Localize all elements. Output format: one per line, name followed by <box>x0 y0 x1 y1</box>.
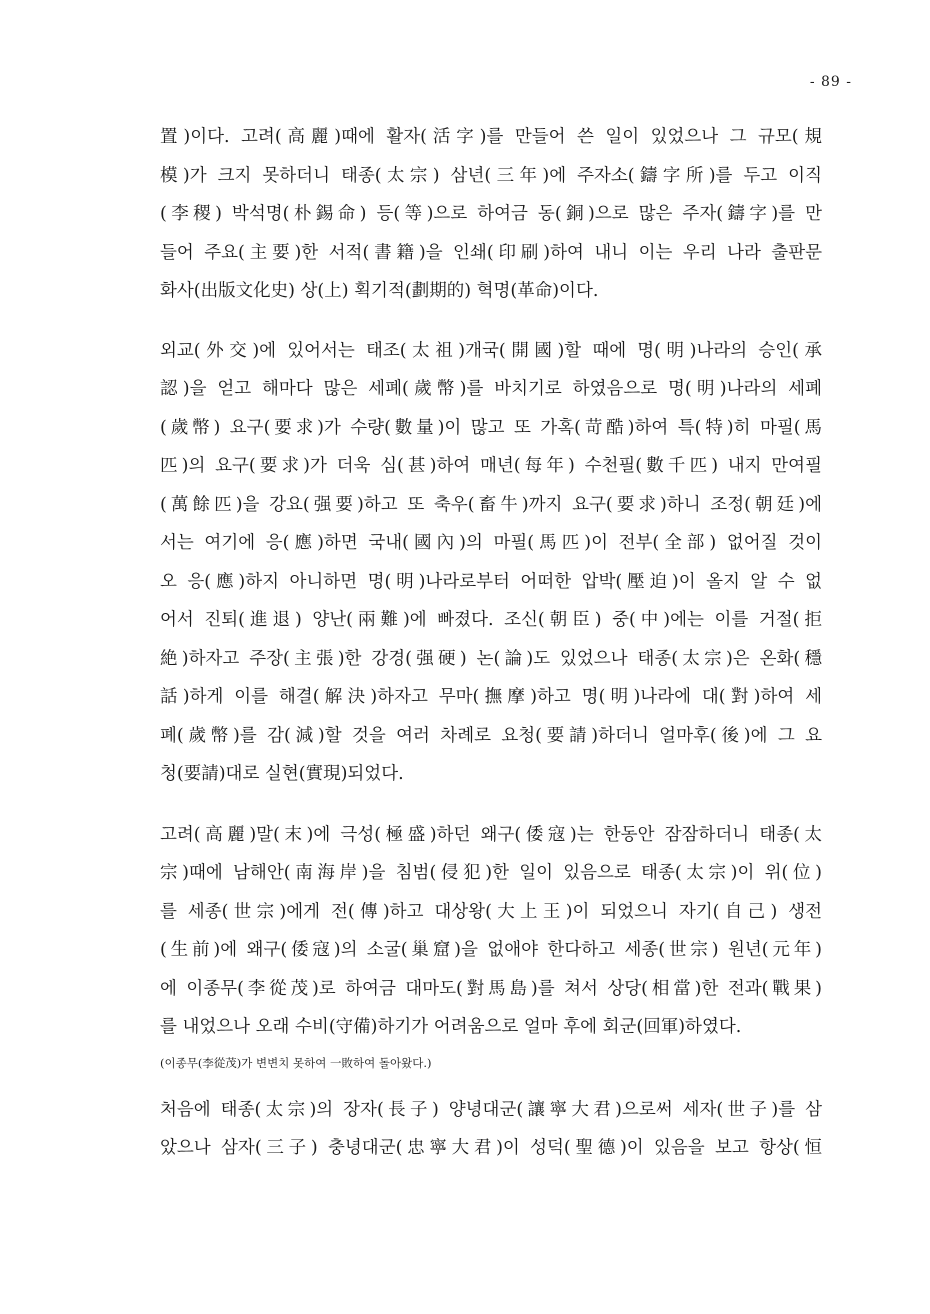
text-line: (李稷) 박석명(朴錫命) 등(等)으로 하여금 동(銅)으로 많은 주자(鑄字)를 만 <box>160 204 822 224</box>
text-line: 絶)하자고 주장(主張)한 강경(强硬) 논(論)도 있었으나 태종(太宗)은 온화(穩 <box>160 648 822 669</box>
document-body <box>160 118 822 1190</box>
text-line: 에 이종무(李從茂)로 하여금 대마도(對馬島)를 쳐서 상당(相當)한 전과(戰果) <box>160 978 822 999</box>
text-line: 외교(外交)에 있어서는 태조(太祖)개국(開國)할 때에 명(明)나라의 승인(承 <box>160 340 822 361</box>
text-line: 서는 여기에 응(應)하면 국내(國內)의 마필(馬匹)이 전부(全部) 없어질 것이 <box>160 533 822 553</box>
footnote: (이종무(李從茂)가 변변치 못하여 一敗하여 돌아왔다.) <box>160 1055 432 1070</box>
text-line: 들어 주요(主要)한 서적(書籍)을 인쇄(印刷)하여 내니 이는 우리 나라 출판문 <box>160 242 822 263</box>
text-line: 청(要請)대로 실현(實現)되었다. <box>160 764 404 784</box>
paragraph-crown-prince <box>160 1091 822 1168</box>
text-line: 匹)의 요구(要求)가 더욱 심(甚)하여 매년(每年) 수천필(數千匹) 내지 만여필 <box>160 456 822 476</box>
paragraph-printing <box>160 118 822 311</box>
text-line: 를 내었으나 오래 수비(守備)하기가 어려움으로 얼마 후에 회군(回軍)하였다. <box>160 1017 742 1037</box>
text-line: (萬餘匹)을 강요(强要)하고 또 축우(畜牛)까지 요구(要求)하니 조정(朝廷)에 <box>160 494 822 515</box>
text-line: 置)이다. 고려(高麗)때에 활자(活字)를 만들어 쓴 일이 있었으나 그 규모(規 <box>160 127 822 147</box>
page-number: - 89 - <box>809 74 852 90</box>
text-line: (歲幣) 요구(要求)가 수량(數量)이 많고 또 가혹(苛酷)하여 특(特)히 마필(馬 <box>160 417 822 438</box>
text-line: 認)을 얻고 해마다 많은 세폐(歲幣)를 바치기로 하였음으로 명(明)나라의 세폐 <box>160 379 822 399</box>
text-line: 처음에 태종(太宗)의 장자(長子) 양녕대군(讓寧大君)으로써 세자(世子)를 삼 <box>160 1099 822 1120</box>
paragraph-japanese-pirates <box>160 816 822 1047</box>
text-line: 宗)때에 남해안(南海岸)을 침범(侵犯)한 일이 있음으로 태종(太宗)이 위(位) <box>160 863 822 883</box>
paragraph-diplomacy <box>160 332 822 794</box>
text-line: 어서 진퇴(進退) 양난(兩難)에 빠졌다. 조신(朝臣) 중(中)에는 이를 거절(拒 <box>160 610 822 630</box>
text-line: 화사(出版文化史) 상(上) 획기적(劃期的) 혁명(革命)이다. <box>160 281 599 301</box>
text-line: 를 세종(世宗)에게 전(傳)하고 대상왕(大上王)이 되었으니 자기(自己) 생전 <box>160 901 822 922</box>
text-line: 模)가 크지 못하더니 태종(太宗) 삼년(三年)에 주자소(鑄字所)를 두고 이직 <box>160 165 822 186</box>
text-line: (生前)에 왜구(倭寇)의 소굴(巢窟)을 없애야 한다하고 세종(世宗) 원년(元年) <box>160 940 822 960</box>
text-line: 폐(歲幣)를 감(減)할 것을 여러 차례로 요청(要請)하더니 얼마후(後)에 그 요 <box>160 725 822 746</box>
text-line: 고려(高麗)말(末)에 극성(極盛)하던 왜구(倭寇)는 한동안 잠잠하더니 태종(太 <box>160 824 822 845</box>
text-line: 았으나 삼자(三子) 충녕대군(忠寧大君)이 성덕(聖德)이 있음을 보고 항상(恒 <box>160 1138 822 1158</box>
text-line: 話)하게 이를 해결(解決)하자고 무마(撫摩)하고 명(明)나라에 대(對)하여 세 <box>160 687 822 707</box>
text-line: 오 응(應)하지 아니하면 명(明)나라로부터 어떠한 압박(壓迫)이 올지 알 수 없 <box>160 571 822 592</box>
